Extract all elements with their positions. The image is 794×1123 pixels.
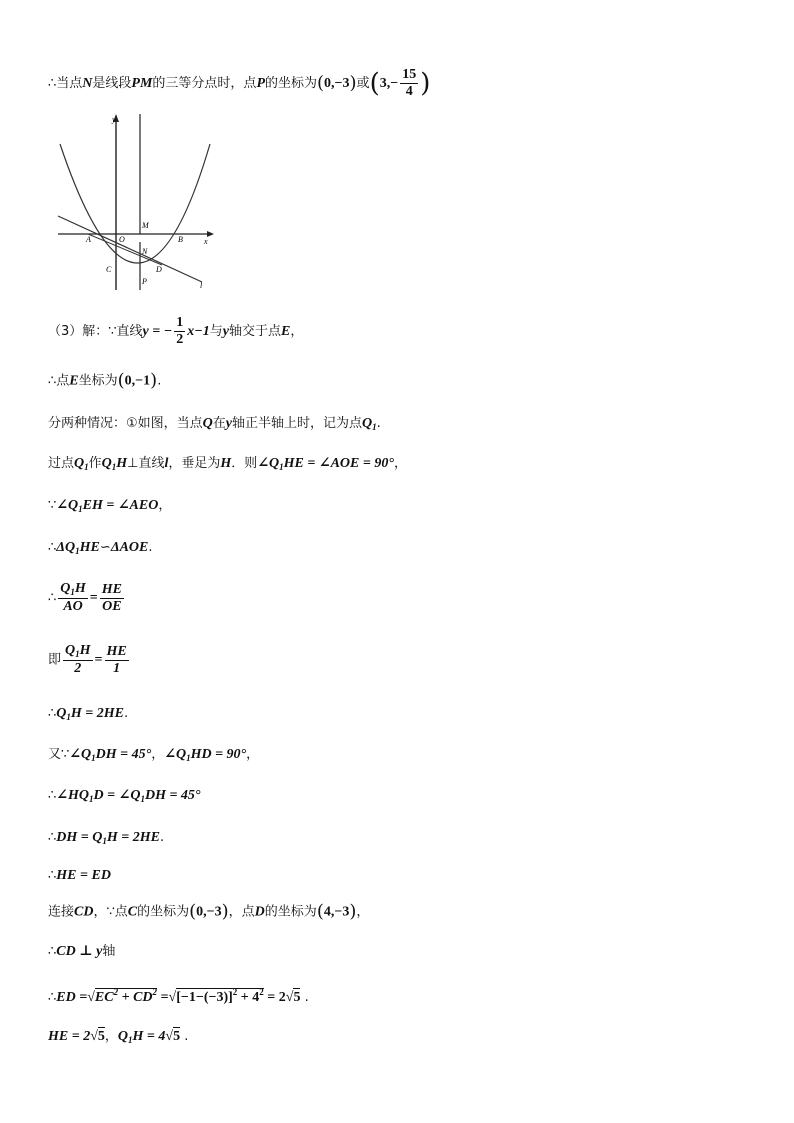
label-N: N bbox=[142, 247, 148, 256]
text-line-8: ∴ $\frac{Q_1H}{AO}$ = $\frac{HE}{OE}$ bbox=[48, 581, 123, 614]
text-line-5: 过点$Q_1$作$Q_1H\perp$直线l，垂足为H．则$\angle Q_1HE$ = ∠AOE = 90°， bbox=[48, 456, 407, 472]
label-B: B bbox=[178, 235, 183, 244]
text-line-1: ∴当点N是线段PM的三等分点时，点P的坐标为(0,−3)或(3,− $\frac{15}{4}$ ) bbox=[48, 67, 431, 99]
label-A: A bbox=[86, 235, 91, 244]
fraction: $\frac{15}{4}$ bbox=[402, 67, 417, 99]
text-line-17: ∴ED $=√EC^2 + CD^2 =√[-1-(-3)]^2 + 4^2 = 2√5$ . bbox=[48, 987, 309, 1005]
text: 的坐标为 bbox=[265, 76, 318, 91]
label-M: M bbox=[142, 221, 149, 230]
math: P bbox=[256, 76, 265, 91]
label-x: x bbox=[204, 237, 208, 246]
text-line-6: $\because\angle Q_1EH$ = ∠AEO， bbox=[48, 498, 172, 514]
text: ∴当点 bbox=[48, 76, 83, 91]
text-line-4: 分两种情况：①如图，当点Q在y轴正半轴上时，记为点$Q_1$. bbox=[48, 416, 381, 432]
text: 的三等分点时，点 bbox=[152, 76, 257, 91]
text-line-2: （3）解：∵直线y = − $\frac{1}{2}$ x−1与y轴交于点E， bbox=[48, 315, 304, 347]
math: 0,−3 bbox=[324, 76, 350, 91]
label-y: y bbox=[112, 115, 116, 124]
parabola-figure bbox=[52, 112, 222, 294]
text: 或 bbox=[356, 76, 370, 91]
text-line-12: $\therefore\angle HQ_1D$ = $\angle Q_1DH = 45^\circ$ bbox=[48, 788, 201, 804]
math: N bbox=[82, 76, 93, 91]
text-line-7: $\therefore\Delta Q_1HE∽\Delta AOE$. bbox=[48, 540, 153, 556]
text-line-11: 又$\because\angle Q_1DH = 45^\circ$，$\angle Q_1HD = 90^\circ$， bbox=[48, 747, 260, 763]
label-l: l bbox=[200, 281, 203, 290]
text-line-13: ∴DH = $Q_1H = 2HE$. bbox=[48, 830, 165, 846]
text-line-10: $\therefore Q_1H = 2HE$. bbox=[48, 706, 129, 722]
text-line-15: 连接CD，∵点C的坐标为(0,−3)，点D的坐标为(4,−3)， bbox=[48, 901, 370, 922]
text-line-18: HE = 2√5，$Q_1H = 4√5$ . bbox=[48, 1029, 189, 1045]
text-line-16: ∴CD ⊥ y轴 bbox=[48, 944, 116, 959]
math: PM bbox=[131, 76, 153, 91]
label-P: P bbox=[142, 277, 147, 286]
text-line-14: ∴HE = ED bbox=[48, 868, 111, 883]
text: 是线段 bbox=[92, 76, 132, 91]
label-O: O bbox=[119, 235, 125, 244]
text-line-3: ∴点E坐标为(0,−1). bbox=[48, 370, 162, 391]
label-D: D bbox=[156, 265, 162, 274]
label-C: C bbox=[106, 265, 112, 274]
math: 3,− bbox=[379, 76, 399, 91]
text-line-9: 即 $\frac{Q_1H}{2}$ = $\frac{HE}{1}$ bbox=[48, 643, 127, 676]
